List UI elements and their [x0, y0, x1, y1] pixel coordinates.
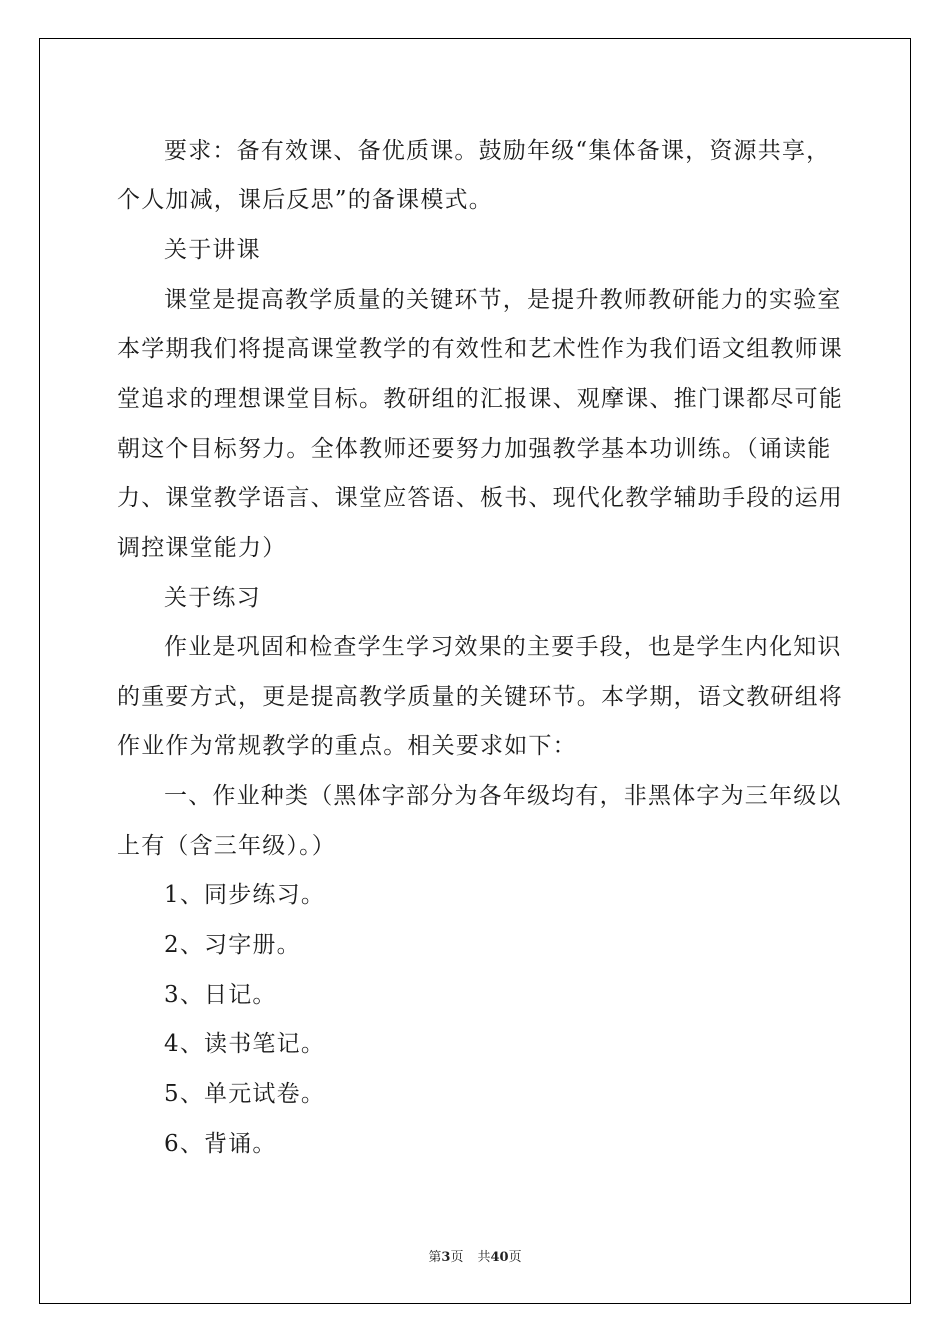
list-item: 1、同步练习。: [164, 882, 326, 908]
paragraph-line: 上有（含三年级）。）: [117, 833, 336, 859]
page-border: [39, 38, 911, 1304]
total-suffix: 页: [508, 1250, 522, 1265]
paragraph-line: 本学期我们将提高课堂教学的有效性和艺术性作为我们语文组教师课: [117, 336, 843, 362]
total-prefix: 共: [477, 1250, 491, 1265]
paragraph-line: 的重要方式，更是提高教学质量的关键环节。本学期，语文教研组将: [117, 684, 843, 710]
paragraph-line: 一、作业种类（黑体字部分为各年级均有，非黑体字为三年级以: [164, 783, 842, 809]
page-suffix: 页: [450, 1250, 464, 1265]
paragraph-line: 朝这个目标努力。全体教师还要努力加强教学基本功训练。（诵读能: [117, 436, 832, 462]
list-item: 3、日记。: [164, 982, 277, 1008]
list-item: 5、单元试卷。: [164, 1081, 326, 1107]
total-pages: 40: [490, 1250, 509, 1265]
paragraph-line: 个人加减，课后反思”的备课模式。: [117, 187, 493, 213]
list-item: 6、背诵。: [164, 1131, 277, 1157]
page-number: 3: [441, 1250, 451, 1265]
section-heading: 关于练习: [164, 585, 261, 611]
page-footer: [0, 1246, 950, 1265]
page-prefix: 第: [428, 1250, 442, 1265]
paragraph-line: 课堂是提高教学质量的关键环节，是提升教师教研能力的实验室: [164, 287, 842, 313]
paragraph-line: 要求：备有效课、备优质课。鼓励年级“集体备课，资源共享，: [164, 138, 831, 164]
paragraph-line: 调控课堂能力）: [117, 535, 287, 561]
paragraph-line: 作业作为常规教学的重点。相关要求如下：: [117, 733, 577, 759]
paragraph-line: 作业是巩固和检查学生学习效果的主要手段，也是学生内化知识: [164, 634, 842, 660]
list-item: 4、读书笔记。: [164, 1031, 326, 1057]
section-heading: 关于讲课: [164, 237, 261, 263]
paragraph-line: 力、课堂教学语言、课堂应答语、板书、现代化教学辅助手段的运用: [117, 485, 843, 511]
list-item: 2、习字册。: [164, 932, 301, 958]
paragraph-line: 堂追求的理想课堂目标。教研组的汇报课、观摩课、推门课都尽可能: [117, 386, 843, 412]
